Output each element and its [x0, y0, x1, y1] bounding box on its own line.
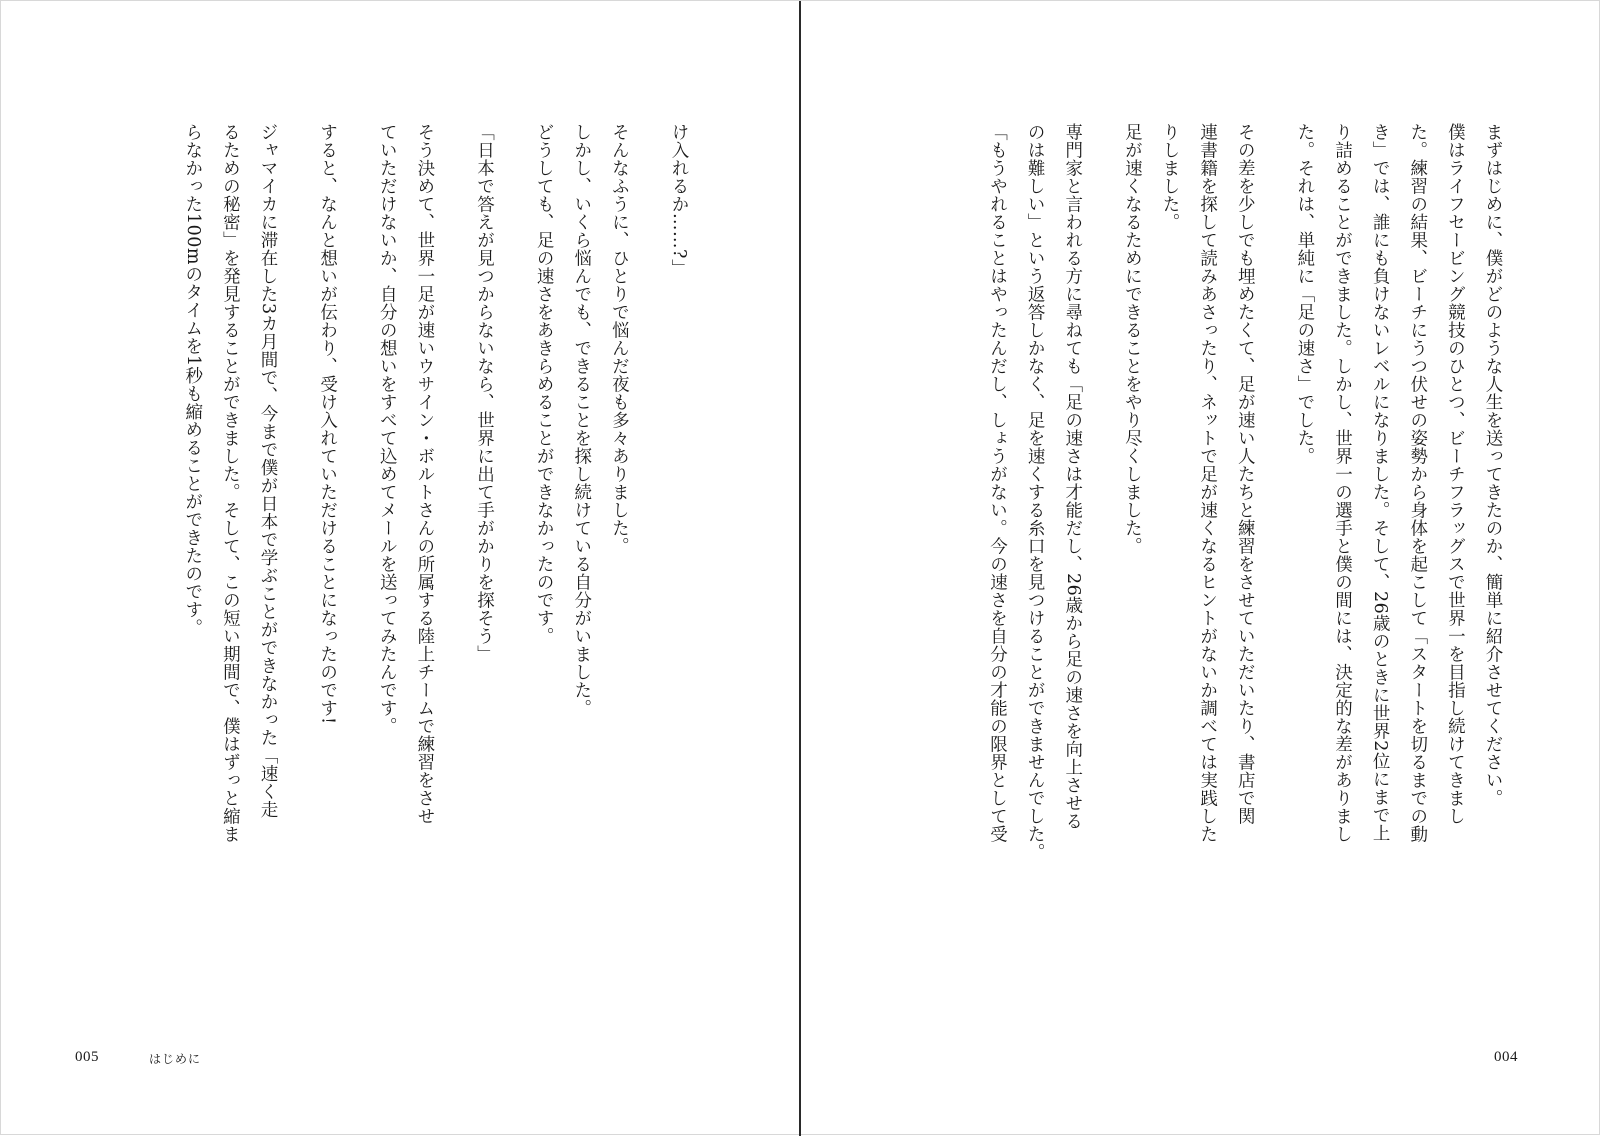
text-line: り詰めることができました。しかし、世界一の選手と僕の間には、決定的な差がありまし [1332, 123, 1353, 843]
paragraph-gap [443, 123, 465, 923]
right-page-body [978, 123, 1511, 923]
text-line: た。練習の結果、ビーチにうつ伏せの姿勢から身体を起こして「スタートを切るまでの動 [1407, 123, 1428, 843]
paragraph-gap [286, 123, 308, 923]
text-line: ていただけないか、自分の想いをすべて込めてメールを送ってみたんです。 [377, 123, 398, 735]
text-line: るための秘密」を発見することができました。そして、この短い期間で、僕はずっと縮ま [220, 123, 241, 843]
paragraph-gap [637, 123, 659, 923]
text-line: た。それは、単純に「足の速さ」でした。 [1294, 123, 1315, 465]
text-line: のは難しい」という返答しかなく、足を速くする糸口を見つけることができませんでした。 [1025, 123, 1046, 861]
page-number: 005 [75, 1049, 99, 1065]
text-line: しかし、いくら悩んでも、できることを探し続けている自分がいました。 [571, 123, 592, 717]
text-line: 専門家と言われる方に尋ねても「足の速さは才能だし、26歳から足の速さを向上させる [1062, 123, 1083, 831]
paragraph-gap [503, 123, 525, 923]
text-line: き」では、誰にも負けないレベルになりました。そして、26歳のときに世界2位にまで上 [1370, 123, 1391, 842]
text-line: らなかった100mのタイムを1秒も縮めることができたのです。 [182, 123, 203, 637]
text-line: その差を少しでも埋めたくて、足が速い人たちと練習をさせていただいたり、書店で関 [1235, 123, 1256, 825]
text-line: そう決めて、世界一足が速いウサイン・ボルトさんの所属する陸上チームで練習をさせ [414, 123, 435, 825]
text-line: 「もうやれることはやったんだし、しょうがない。今の速さを自分の才能の限界として受 [987, 123, 1008, 843]
paragraph-gap [346, 123, 368, 923]
right-page [801, 1, 1600, 1136]
text-line: 連書籍を探して読みあさったり、ネットで足が速くなるヒントがないか調べては実践した [1197, 123, 1218, 843]
text-line: ジャマイカに滞在した3カ月間で、今まで僕が日本で学ぶことができなかった「速く走 [258, 123, 278, 819]
text-line: まずはじめに、僕がどのような人生を送ってきたのか、簡単に紹介させてください。 [1483, 123, 1503, 807]
left-page-body [173, 123, 697, 923]
paragraph-gap [1263, 123, 1285, 923]
text-line: 僕はライフセービング競技のひとつ、ビーチフラッグスで世界一を目指し続けてきまし [1445, 123, 1466, 825]
text-line: 足が速くなるためにできることをやり尽くしました。 [1122, 123, 1143, 555]
text-line: りしました。 [1160, 123, 1180, 231]
text-line: すると、なんと想いが伝わり、受け入れていただけることになったのです! [317, 123, 338, 725]
left-page [1, 1, 799, 1136]
text-line: 「日本で答えが見つからないなら、世界に出て手がかりを探そう」 [474, 123, 495, 663]
page-number: 004 [1494, 1049, 1518, 1065]
text-line: け入れるか……?」 [669, 123, 689, 277]
text-line: どうしても、足の速さをあきらめることができなかったのです。 [534, 123, 555, 645]
running-head: はじめに [149, 1052, 202, 1066]
paragraph-gap [1091, 123, 1113, 923]
text-line: そんなふうに、ひとりで悩んだ夜も多々ありました。 [609, 123, 630, 555]
